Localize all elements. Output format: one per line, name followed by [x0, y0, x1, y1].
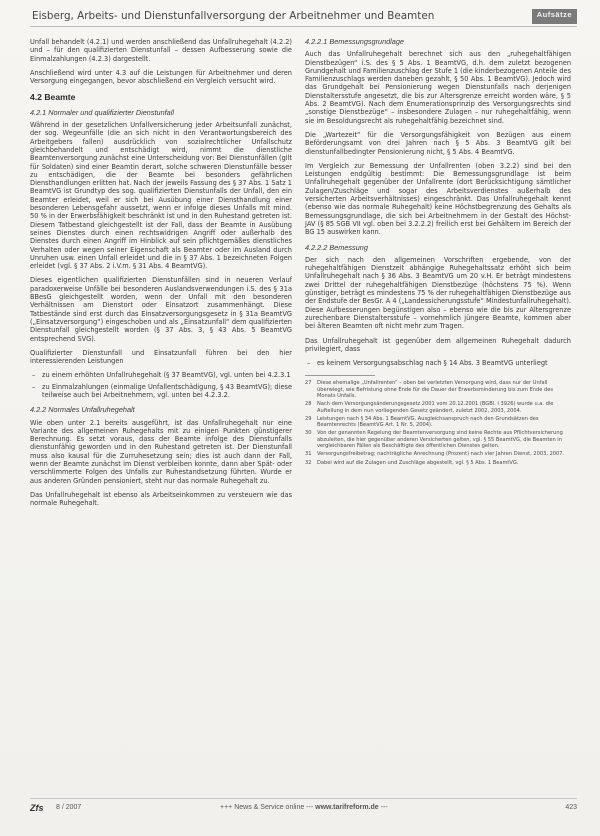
- paragraph: Wie oben unter 2.1 bereits ausgeführt, ist das Unfallruhegehalt nur eine Variante des allgemeinen Ruhegehalts mit zu einigen Punkten günstigerer Berechnung. Es setzt voraus, dass der Beamte infolge des Dienstunfalls dienstunfähig geworden und in den Ruhestand getreten ist. Der Dienstunfall muss also kausal für die Zurruhesetzung sein; dies ist auch dann der Fall, wenn der Beamte zunächst im Dienst verbleiben konnte, dann aber Spät- oder verschlimmerte Folgen des Unfalls zur Ruhestandsetzung führten. Wurde er aus anderen Gründen pensioniert, steht nur das normale Ruhegehalt zu.: [30, 418, 292, 485]
- paragraph: Anschließend wird unter 4.3 auf die Leistungen für Arbeitnehmer und deren Versorgung eingegangen, bevor abschließend ein Vergleich versucht wird.: [30, 68, 292, 86]
- paragraph: Im Vergleich zur Bemessung der Unfallrenten (oben 3.2.2) sind bei den Leistungen endgültig bestimmt: Die Bemessungsgrundlage ist beim Unfallruhegehalt gegenüber der Unfallrente (dort Berücksichtigung sämtlicher Zulagen/Zuschläge und sogar des Arbeitsverdienstes außerhalb des versicherten Arbeitsverhältnisses) eingeschränkt. Das Unfallruhegehalt kennt (ebenso wie das normale Ruhegehalt) keine Höchstbegrenzung des Gehalts als Bemessungsgrundlage, die sich bei Arbeitnehmern in der Gestalt des Höchst-JAV (§ 85 SGB VII vgl. oben bei 3.2.2.2) freilich erst bei Gehältern im Bereich der BG 15 auswirken kann.: [305, 161, 571, 237]
- footnote: 31 Versorgungsfreibetrag; nachträgliche Anrechnung (Prozent) nach vier Jahren Dienst, 2003, 2007.: [305, 451, 565, 458]
- list-item: – es keinem Versorgungsabschlag nach § 14 Abs. 3 BeamtVG unterliegt: [305, 359, 571, 367]
- right-column: [305, 38, 571, 468]
- paragraph: Die „Wartezeit“ für die Versorgungsfähigkeit von Bezügen aus einem Beförderungsamt von drei Jahren nach § 5 Abs. 3 BeamtVG gilt bei dienstunfallbedingter Pensionierung nicht, § 5 Abs. 4 BeamtVG.: [305, 130, 571, 156]
- journal-logo: Zfs: [30, 803, 44, 813]
- paragraph: Unfall behandelt (4.2.1) und werden anschließend das Unfallruhegehalt (4.2.2) und – für den qualifizierten Dienstunfall – dessen Aufbesserung sowie die Einmalzahlungen (4.2.3) dargestellt.: [30, 38, 292, 63]
- paragraph: Dieses eigentlichen qualifizierten Dienstunfällen sind in neueren Verlauf paradoxerweise Unfälle bei besonderen Auslandsverwendungen i.S. des § 31a BBesG gleichgestellt worden, wenn der Unfall mit den besonderen Verhältnissen am Dienstort oder Einsatzort zusammenhängt. Diese Tatbestände sind erst durch das Einsatzversorgungsgesetz in § 31a BeamtVG („Einsatzversorgung“) eingeschoben und als „Einsatzunfall“ dem qualifizierten Dienstunfall gleichgestellt worden (§ 37 Abs. 3, § 43 Abs. 5 BeamtVG entsprechend SVG).: [30, 276, 292, 343]
- paragraph: Das Unfallruhegehalt ist ebenso als Arbeitseinkommen zu versteuern wie das normale Ruhegehalt.: [30, 490, 292, 508]
- header-title: Eisberg, Arbeits- und Dienstunfallversorgung der Arbeitnehmer und Beamten: [32, 10, 435, 22]
- bullet-list: [305, 359, 571, 367]
- paragraph: Qualifizierter Dienstunfall und Einsatzunfall führen bei den hier interessierenden Leistungen: [30, 348, 292, 366]
- page-number: 423: [565, 804, 577, 811]
- subsection-heading: 4.2.2 Normales Unfallruhegehalt: [30, 405, 135, 415]
- footnote: 30 Von der genannten Regelung der Beamtenversorgung sind keine Rechte aus Pflichtversicherung abzuleiten, die hier gegenüber anderen Versicherten gelten, vgl. § 55 BeamtVG, die Beamten in vergleichbaren Fällen als Beschäftigte des öffentlichen Dienstes gelten.: [305, 430, 563, 450]
- paragraph: Der sich nach den allgemeinen Vorschriften ergebende, von der ruhegehaltfähigen Dienstzeit abhängige Ruhegehaltssatz erhöht sich beim Unfallruhegehalt nach § 36 Abs. 3 BeamtVG um 20 v.H. Er beträgt mindestens zwei Drittel der ruhegehaltfähigen Dienstbezüge (höchstens 75 %). Wenn günstiger, beträgt es mindestens 75 % der ruhegehaltfähigen Dienstbezüge aus der Endstufe der BesGr. A 4 („Landessicherungsstufe“ Mindestunfallruhegehalt). Diese Aufbesserungen begünstigen also – ebenso wie die bis zur Altersgrenze zurechenbare Dienstaltersstufe – vornehmlich jüngere Beamte, kommen aber bei älteren Beamten oft nicht mehr zum Tragen.: [305, 255, 571, 331]
- subsection-heading: 4.2.2.2 Bemessung: [305, 242, 368, 252]
- paragraph: Das Unfallruhegehalt ist gegenüber dem allgemeinen Ruhegehalt dadurch privilegiert, dass: [305, 336, 571, 353]
- page-footer: [30, 798, 577, 815]
- list-item: – zu einem erhöhten Unfallruhegehalt (§ 37 BeamtVG), vgl. unten bei 4.2.3.1: [30, 371, 292, 379]
- footer-link[interactable]: www.tarifreform.de: [315, 804, 379, 811]
- running-header: [30, 6, 577, 27]
- paragraph: Auch das Unfallruhegehalt berechnet sich aus den „ruhegehaltfähigen Dienstbezügen“ i.S. des § 5 Abs. 1 BeamtVG, d.h. dem zuletzt bezogenen Grundgehalt und Familienzuschlag der Stufe 1 (die kinderbezogenen Anteile des Familienzuschlags werden daneben gezahlt, § 50 Abs. 1 BeamtVG). Jedoch wird das Grundgehalt bei Pensionierung wegen Dienstunfalls nach derjenigen Dienstaltersstufe angesetzt, die bis zur Altersgrenze erreicht worden wäre, § 5 Abs. 2 BeamtVG). Nach dem Enumerationsprinzip des Versorgungsrechts sind „sonstige Dienstbezüge“ – insbesondere Zulagen – nur ruhegehaltfähig, wenn sie im Besoldungsrecht als ruhegehaltfähig bezeichnet sind.: [305, 50, 571, 125]
- list-item: – zu Einmalzahlungen (einmalige Unfallentschädigung, § 43 BeamtVG); diese teilweise auch bei Arbeitnehmern, vgl. unten bei 4.2.3.2.: [30, 383, 292, 400]
- bullet-list: [30, 371, 292, 399]
- footnote-divider: [305, 375, 375, 376]
- section-heading: 4.2 Beamte: [30, 92, 76, 103]
- left-column: [30, 38, 292, 514]
- section-badge: Aufsätze: [532, 9, 577, 24]
- footnote: 28 Nach dem Versorgungsänderungsgesetz 2001 vom 20.12.2001 (BGBl. I 3926) wurde u.a. die Aufteilung in dem nun vorliegenden Gesetz geändert, zuletzt 2002, 2003, 2004.: [305, 401, 554, 414]
- issue-number: 8 / 2007: [56, 804, 82, 811]
- footnote: 32 Dabei wird auf die Zulagen und Zuschläge abgestellt, vgl. § 5 Abs. 1 BeamtVG.: [305, 459, 519, 466]
- footnote: 29 Leistungen nach § 34 Abs. 1 BeamtVG, Ausgleichsanspruch nach den Grundsätzen des Beamtenrechts (BeamtVG Art. 1 Nr. 5, 2004).: [305, 415, 539, 429]
- subsection-heading: 4.2.2.1 Bemessungsgrundlage: [305, 37, 404, 46]
- paragraph: Während in der gesetzlichen Unfallversicherung jeder Arbeitsunfall zunächst, der sog. Wegeunfälle (die an sich nicht in den Verantwortungsbereich des Arbeitgebers fallen) ausdrücklich von sozialrechtlicher Unfallschutz gleichbehandelt und entschädigt wird, nimmt die dienstliche Beamtenversorgung zunächst eine Unterscheidung vor: Bei Dienstunfällen (gilt für Soldaten) sind einer Beamtin derart, solche schweren Dienstunfälle besser zu entschädigen, die der Beamte bei besonders gefährlichen Diensthandlungen erlitten hat. Nach der jeweils Fassung des § 37 Abs. 1 Satz 1 BeamtVG ist Grundtyp des sog. qualifizierten Dienstunfalls der Unfall, den ein Beamter erleidet, weil er sich bei Ausübung einer Diensthandlung einer besonderen Lebensgefahr aussetzt, wenn er infolge dieses Unfalls mit mind. 50 % in der Erwerbsfähigkeit beschränkt ist und in den Ruhestand getreten ist. Diesem Tatbestand gleichgestellt ist der Fall, dass der Beamte in Ausübung seines Dienstes durch einen rechtswidrigen Angriff oder außerhalb des Dienstes durch einen Angriff im Hinblick auf sein pflichtgemäßes dienstliches Verhalten oder wegen seiner Eigenschaft als Beamter oder im Ausland durch Unruhen usw. einen Unfall erleidet und die in § 37 Abs. 1 bezeichneten Folgen erleidet (vgl. § 37 Abs. 2 i.V.m. § 31 Abs. 4 BeamtVG).: [30, 121, 292, 271]
- subsection-heading: 4.2.1 Normaler und qualifizierter Dienstunfall: [30, 107, 174, 117]
- footnote: 27 Diese ehemalige „Unfallrenten“ – oben bei verletzten Versorgung wird, dass nur der Unfall überwiegt, wie Befristung ohne Ende für die Dauer der Erwerbsminderung bis zum Ende des Monats Unfalls.: [305, 380, 554, 399]
- footer-banner: +++ News & Service online --- www.tarifreform.de ---: [220, 804, 388, 811]
